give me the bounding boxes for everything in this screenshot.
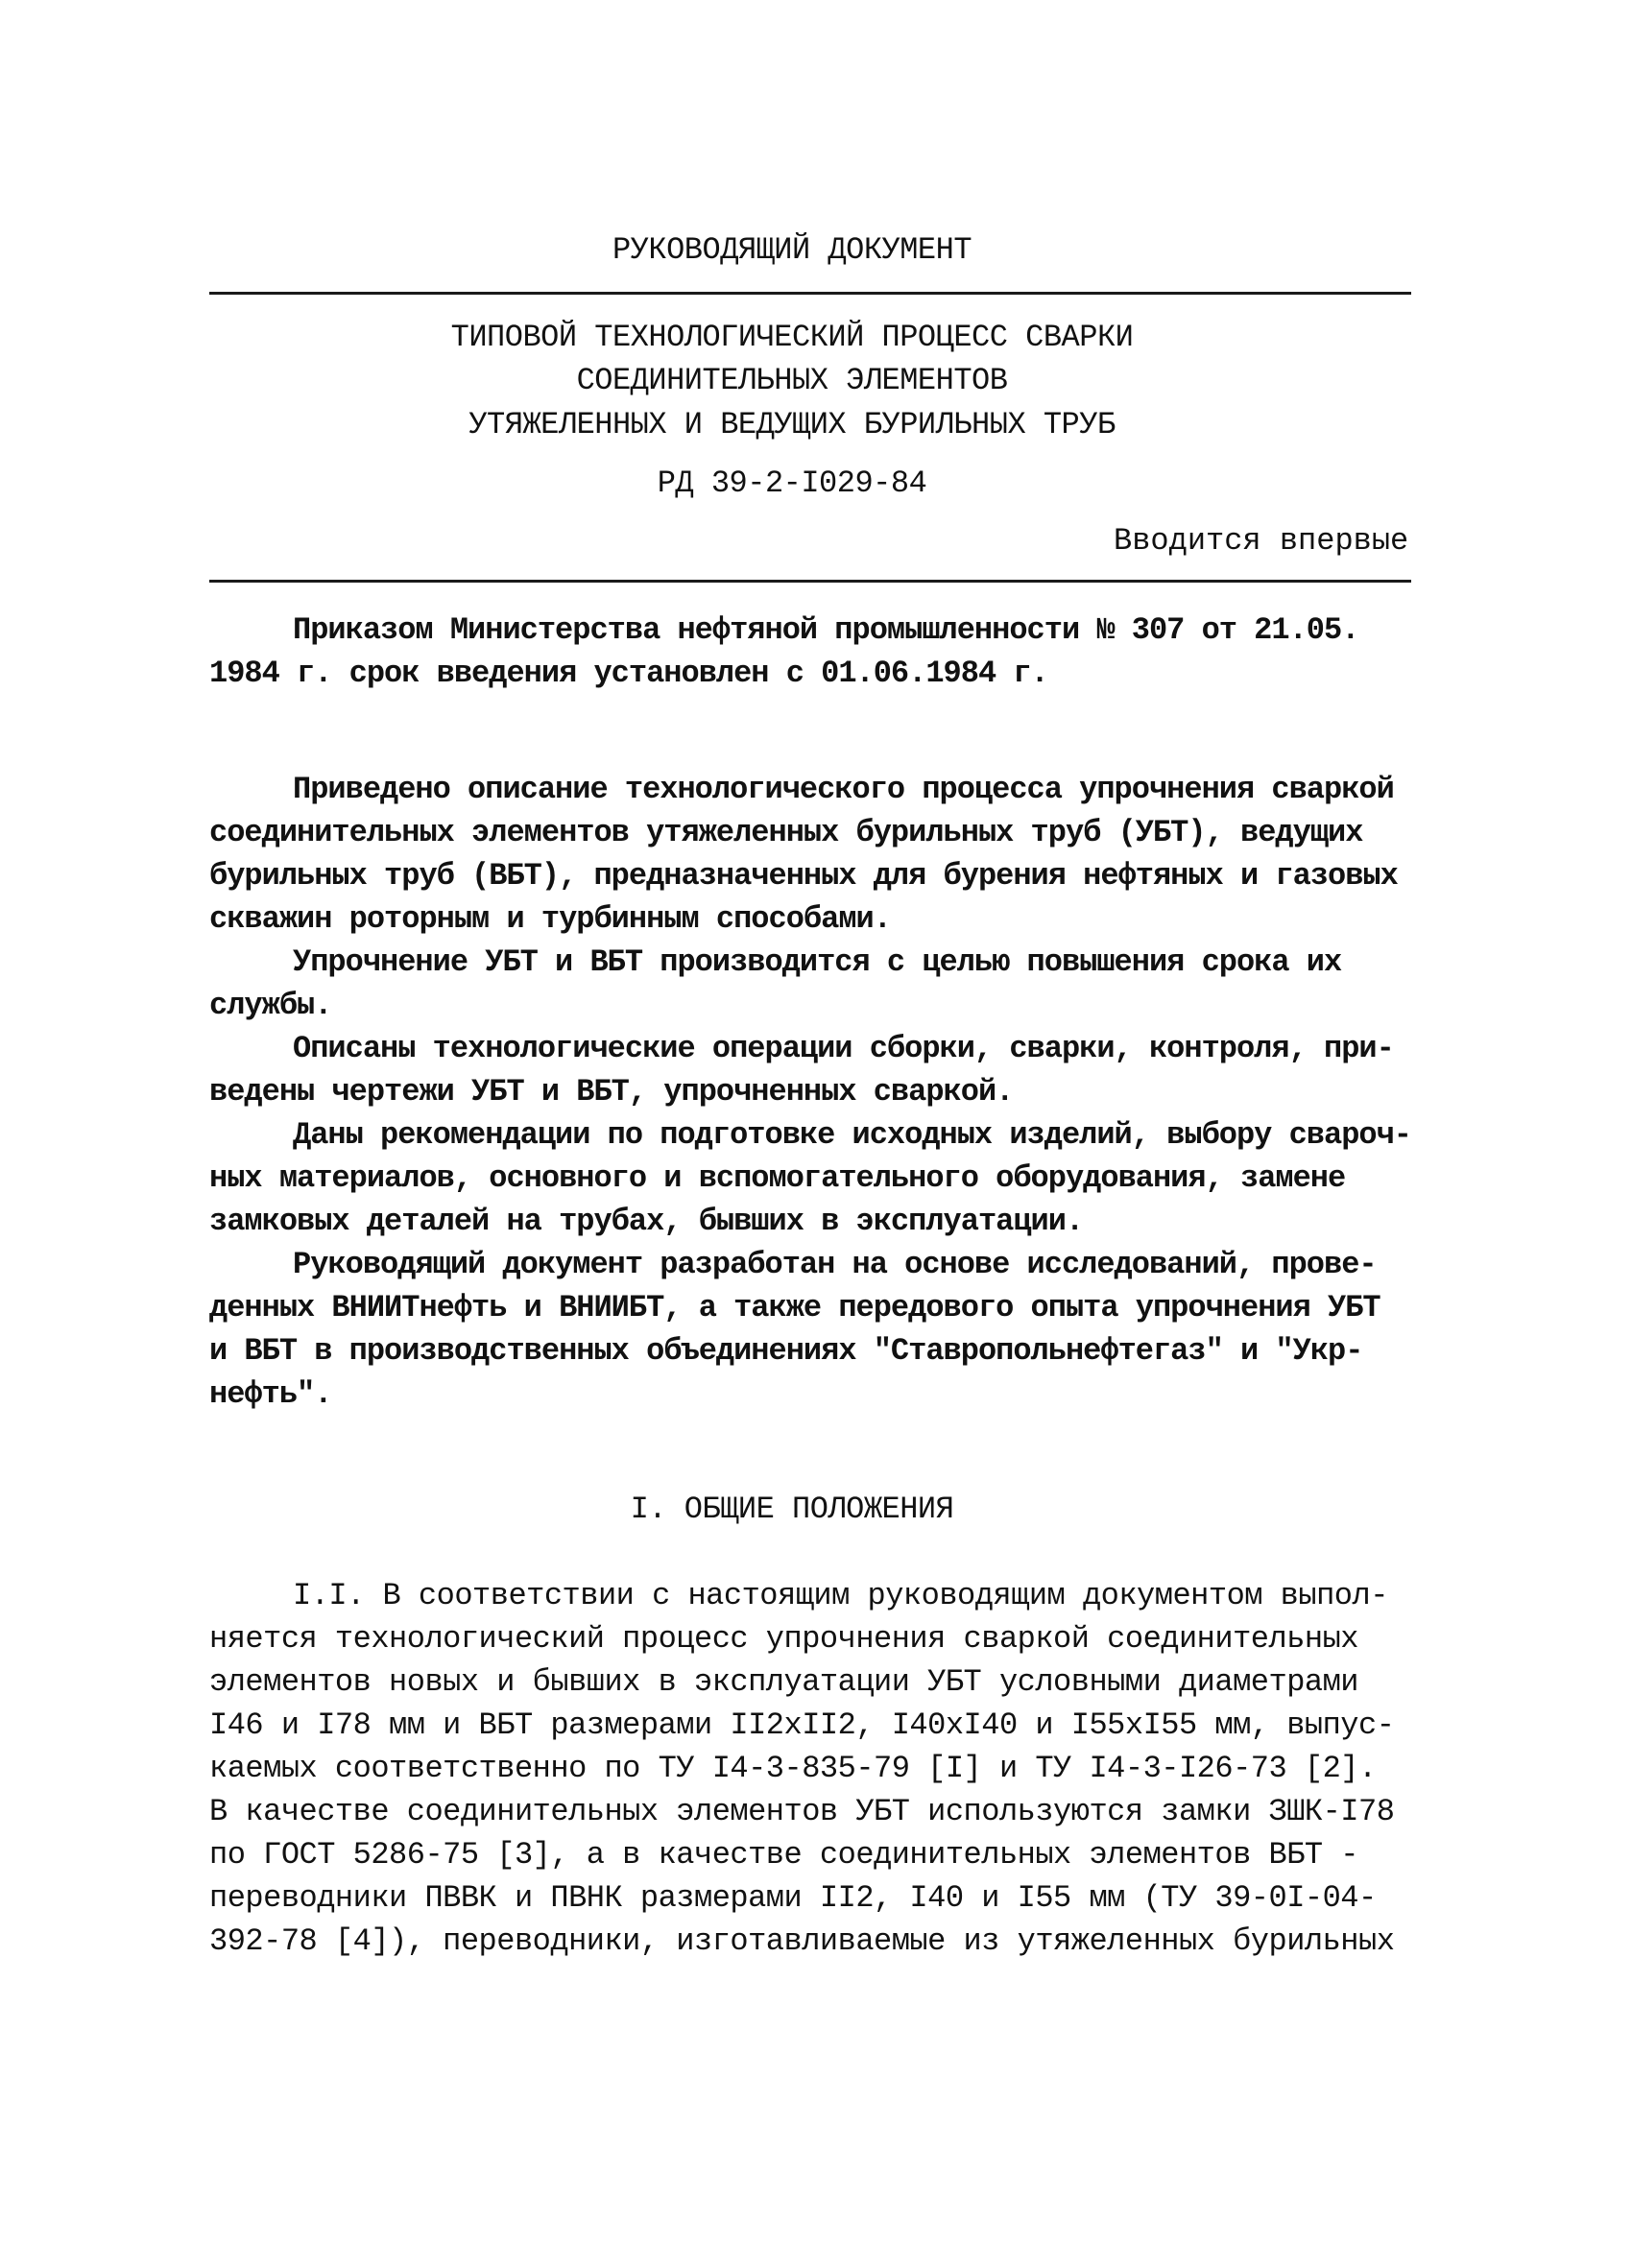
section-line-9: 392-78 [4]), переводники, изготавливаемые из утяжеленных бурильных (209, 1923, 1395, 1959)
abstract-line-14: и ВБТ в производственных объединениях "Ставропольнефтегаз" и "Укр- (209, 1333, 1363, 1369)
abstract-line-10: ных материалов, основного и вспомогательного оборудования, замене (209, 1160, 1346, 1196)
abstract-line-5: Упрочнение УБТ и ВБТ производится с целью повышения срока их (293, 944, 1342, 980)
section-line-6: В качестве соединительных элементов УБТ используются замки ЗШК-I78 (209, 1794, 1395, 1829)
section-line-1: I.I. В соответствии с настоящим руководящим документом выпол- (293, 1578, 1388, 1613)
document-type-heading: РУКОВОДЯЩИЙ ДОКУМЕНТ (612, 232, 972, 268)
section-line-5: каемых соответственно по ТУ I4-3-835-79 [I] и ТУ I4-3-I26-73 [2]. (209, 1751, 1377, 1786)
document-title-line-3: УТЯЖЕЛЕННЫХ И ВЕДУЩИХ БУРИЛЬНЫХ ТРУБ (468, 407, 1116, 442)
section-line-3: элементов новых и бывших в эксплуатации УБТ условными диаметрами (209, 1664, 1358, 1700)
abstract-line-4: скважин роторным и турбинным способами. (209, 901, 891, 937)
abstract-line-6: службы. (209, 988, 332, 1023)
header-top-rule (209, 292, 1411, 295)
abstract-line-2: соединительных элементов утяжеленных бурильных труб (УБТ), ведущих (209, 815, 1363, 850)
abstract-line-1: Приведено описание технологического процесса упрочнения сваркой (293, 772, 1394, 807)
document-number: РД 39-2-I029-84 (657, 466, 927, 501)
section-line-8: переводники ПВВК и ПВНК размерами II2, I40 и I55 мм (ТУ 39-0I-04- (209, 1880, 1377, 1916)
section-line-4: I46 и I78 мм и ВБТ размерами II2xII2, I40xI40 и I55xI55 мм, выпус- (209, 1707, 1395, 1743)
document-title-line-1: ТИПОВОЙ ТЕХНОЛОГИЧЕСКИЙ ПРОЦЕСС СВАРКИ (450, 320, 1134, 355)
section-heading: I. ОБЩИЕ ПОЛОЖЕНИЯ (630, 1492, 954, 1527)
order-line-1: Приказом Министерства нефтяной промышленности № 307 от 21.05. (293, 612, 1359, 648)
abstract-line-9: Даны рекомендации по подготовке исходных изделий, выбору свароч- (293, 1117, 1411, 1153)
section-line-2: няется технологический процесс упрочнения сваркой соединительных (209, 1621, 1358, 1657)
header-bottom-rule (209, 580, 1411, 583)
section-line-7: по ГОСТ 5286-75 [3], а в качестве соединительных элементов ВБТ - (209, 1837, 1358, 1873)
abstract-line-13: денных ВНИИТнефть и ВНИИБТ, а также передового опыта упрочнения УБТ (209, 1290, 1380, 1325)
order-line-2: 1984 г. срок введения установлен с 01.06.1984 г. (209, 656, 1048, 691)
abstract-line-3: бурильных труб (ВБТ), предназначенных для бурения нефтяных и газовых (209, 858, 1398, 894)
introduction-note: Вводится впервые (1114, 523, 1409, 559)
abstract-line-12: Руководящий документ разработан на основе исследований, прове- (293, 1247, 1377, 1282)
document-title-line-2: СОЕДИНИТЕЛЬНЫХ ЭЛЕМЕНТОВ (576, 363, 1008, 398)
abstract-line-11: замковых деталей на трубах, бывших в эксплуатации. (209, 1204, 1084, 1239)
abstract-line-15: нефть". (209, 1376, 332, 1412)
abstract-line-8: ведены чертежи УБТ и ВБТ, упрочненных сваркой. (209, 1074, 1014, 1110)
abstract-line-7: Описаны технологические операции сборки, сварки, контроля, при- (293, 1031, 1394, 1066)
